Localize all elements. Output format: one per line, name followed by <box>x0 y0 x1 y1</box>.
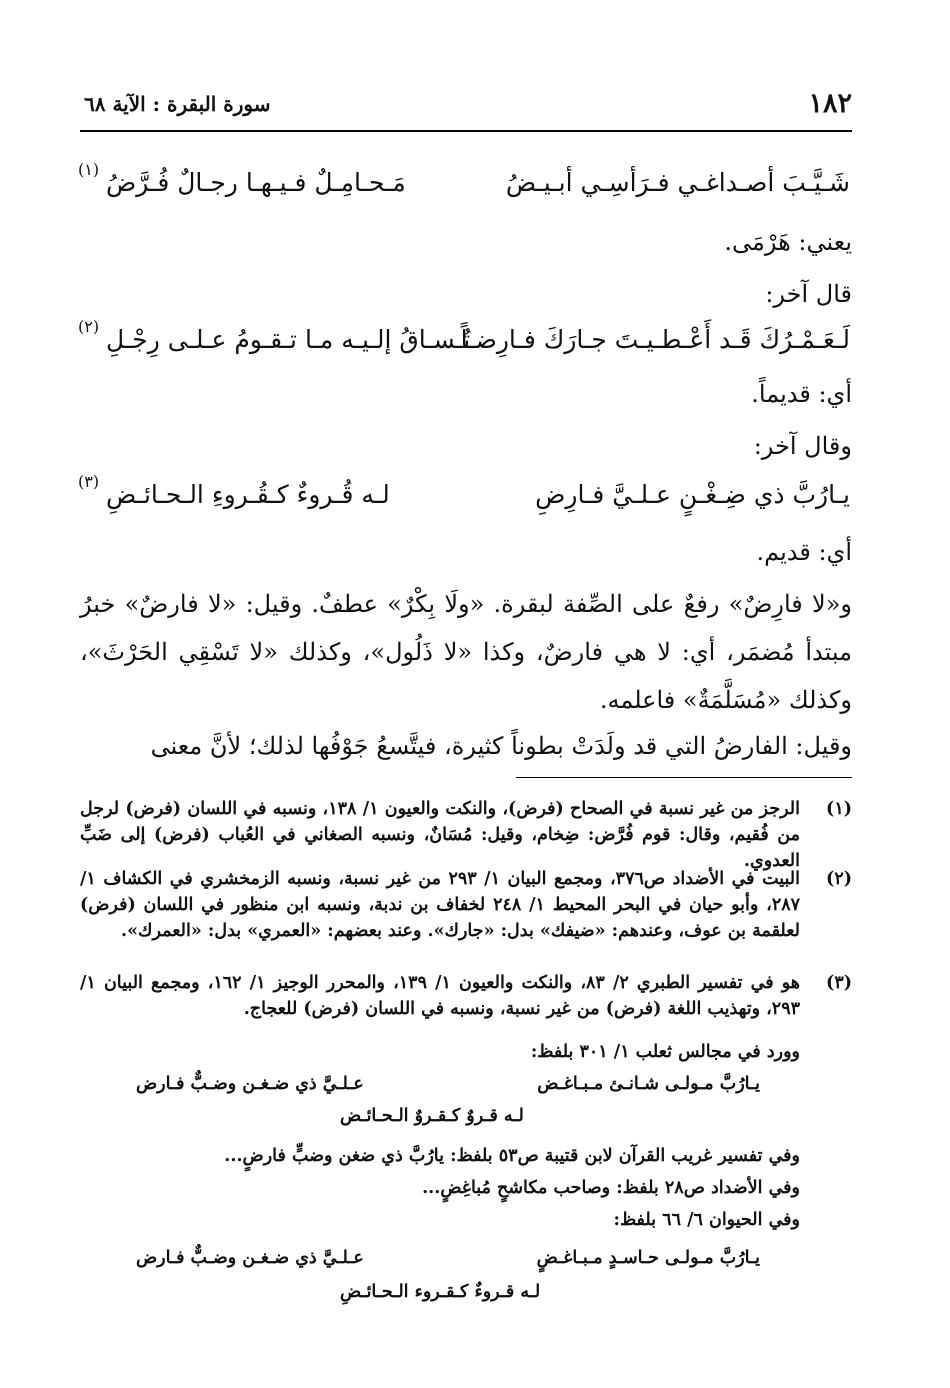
footnote-3-addad-line: وفي الأضداد ص٢٨ بلفظ: وصاحب مكاشحٍ مُباغِضٍ... <box>422 1178 800 1198</box>
footnote-2 <box>80 866 852 944</box>
verse-2-second-hemistich: تُـسـاقُ إلـيـه مـا تـقـومُ عـلـى رِجْـلِ <box>106 325 471 354</box>
gloss-line-yani: يعني: هَرْمَى. <box>724 228 852 256</box>
footnote-marker-2: (٢) <box>78 317 100 336</box>
header-rule <box>80 130 852 132</box>
footnote-3-text: هو في تفسير الطبري ٢/ ٨٣، والنكت والعيون ١/ ١٣٩، والمحرر الوجيز ١/ ١٦٢، ومجمع البيان ١/ ٢٩٣، وتهذيب اللغة (فرض) من غير نسبة، ونسبه في اللسان (فرض) للعجاج. <box>80 973 801 1019</box>
qala-akhar-1: قال آخر: <box>765 280 852 308</box>
verse-3-second-hemistich: لـه قُـروءٌ كـقُـروءِ الـحـائـضِ <box>106 480 390 509</box>
paragraph-continued: وقيل: الفارضُ التي قد ولَدَتْ بطوناً كثيرة، فيتَّسعُ جَوْفُها لذلك؛ لأنَّ معنى <box>150 732 852 760</box>
footnote-3-verse-2-right: يـارُبَّ مـولـى حـاسـدٍ مـبـاغـضٍ <box>536 1248 760 1268</box>
footnote-3-verse-1-left: عـلـيَّ ذي ضـغـن وضـبٌّ فـارض <box>136 1074 364 1094</box>
qala-akhar-2: وقال آخر: <box>753 432 852 460</box>
footnote-separator <box>516 777 852 778</box>
verse-1-second-hemistich: مَـحـامِـلٌ فـيـهـا رجـالٌ فُـرَّضُ <box>106 168 406 197</box>
footnote-3-verse-1-center: لـه قـروٌ كـقـروٌ الـحـائـض <box>340 1106 524 1126</box>
footnote-3-number: (٣) <box>826 973 852 993</box>
verse-2-first-hemistich: لَـعَـمْـرُكَ قَـد أَعْـطـيـتَ جـارَكَ فـارِضـاً <box>460 325 850 354</box>
footnote-3-gharib-line: وفي تفسير غريب القرآن لابن قتيبة ص٥٣ بلفظ: يارُبَّ ذي ضغن وضبٍّ فارضٍ... <box>224 1146 800 1166</box>
footnote-1-number: (١) <box>826 799 852 819</box>
page-number: ١٨٢ <box>808 88 852 119</box>
footnote-marker-3: (٣) <box>78 472 100 491</box>
footnote-3-verse-2-center: لـه قـروءٌ كـقـروء الـحـائـضِ <box>340 1282 541 1302</box>
footnote-3-verse-2-left: عـلـيَّ ذي ضـغـن وضـبٌّ فـارض <box>136 1248 364 1268</box>
running-header-title: سورة البقرة : الآية ٦٨ <box>84 92 271 116</box>
verse-2 <box>78 317 850 365</box>
paragraph-grammar: و«لا فارِضٌ» رفعٌ على الصِّفة لبقرة. «ولَا بِكْرٌ» عطفٌ. وقيل: «لا فارضٌ» خبرُ مبتدأ مُضمَر، أي: لا هي فارضٌ، وكذا «لا ذَلُول»، وكذلك «لا تَسْقِي الحَرْثَ»، وكذلك «مُسَلَّمَةٌ» فاعلمه. <box>80 590 852 714</box>
footnote-2-text: البيت في الأضداد ص٣٧٦، ومجمع البيان ١/ ٢٩٣ من غير نسبة، ونسبه الزمخشري في الكشاف ١/ ٢٨٧، وأبو حيان في البحر المحيط ١/ ٢٤٨ لخفاف بن ندبة، ونسبه ابن منظور في اللسان (فرض) لعلقمة بن عوف، وعندهم: «ضيفك» بدل: «جارك». وعند بعضهم: «العمري» بدل: «العمرك». <box>80 869 801 941</box>
verse-1-first-hemistich: شَـيَّـبَ أصـداغـي فـرَأسِـي أبـيـضُ <box>505 168 850 197</box>
footnote-marker-1: (١) <box>78 160 100 179</box>
footnote-1-text: الرجز من غير نسبة في الصحاح (فرض)، والنكت والعيون ١/ ١٣٨، ونسبه في اللسان (فرض) لرجل من فُقيم، وقال: قوم فُرَّض: ضِخام، وقيل: مُسَانٌ، ونسبه الصغاني في العُباب (فرض) إلى ضَبِّ العدوي. <box>80 799 800 871</box>
footnote-3 <box>80 970 852 1022</box>
verse-3 <box>78 472 850 520</box>
gloss-line-ay-2: أي: قديم. <box>756 538 852 566</box>
footnote-3-majalis-line: وورد في مجالس ثعلب ١/ ٣٠١ بلفظ: <box>530 1042 800 1062</box>
footnote-3-hayawan-line: وفي الحيوان ٦/ ٦٦ بلفظ: <box>613 1210 800 1230</box>
verse-3-first-hemistich: يـارُبَّ ذي ضِـغْـنٍ عـلـيَّ فـارِضِ <box>535 480 850 509</box>
footnote-1 <box>80 796 852 874</box>
gloss-line-ay-1: أي: قديماً. <box>751 380 852 408</box>
footnote-3-verse-1-right: يـارُبَّ مـولـى شـانـئ مـبـاغـض <box>537 1074 760 1094</box>
verse-1 <box>78 160 850 208</box>
footnote-2-number: (٢) <box>826 869 852 889</box>
